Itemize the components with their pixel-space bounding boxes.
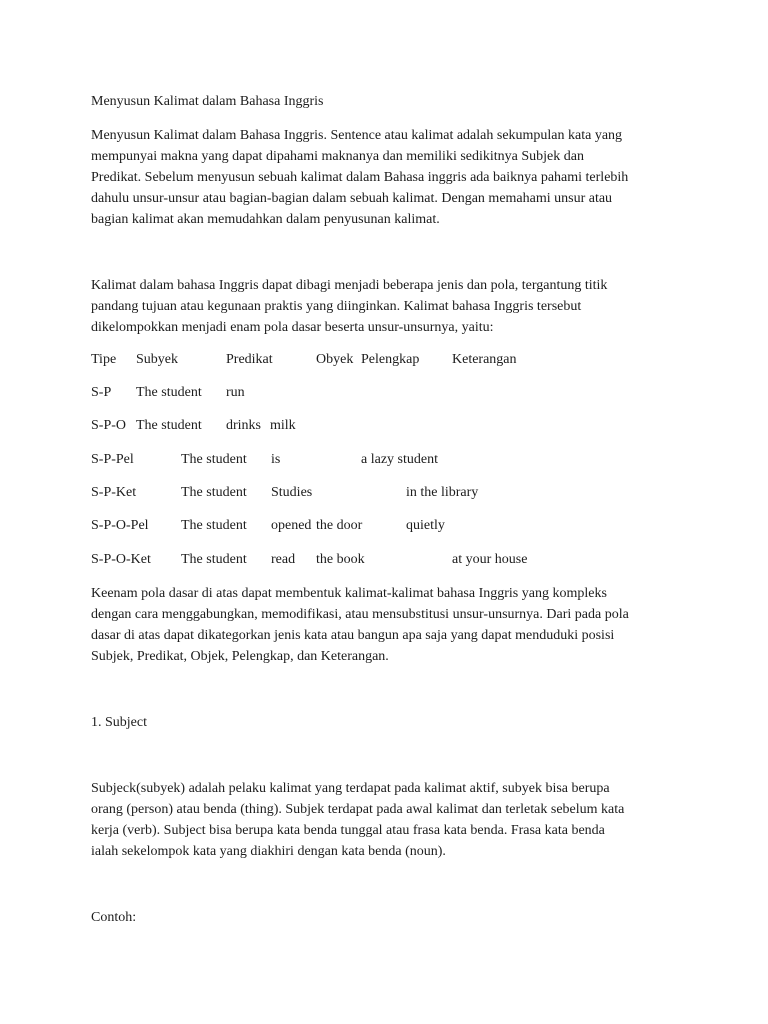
row-sppel-complement: a lazy student	[361, 452, 438, 467]
paragraph-1-line-3: Predikat. Sebelum menyusun sebuah kalimat dalam Bahasa inggris ada baiknya pahami terlebih	[91, 170, 629, 185]
paragraph-3-line-4: Subjek, Predikat, Objek, Pelengkap, dan Keterangan.	[91, 649, 389, 664]
row-spket-subject: The student	[181, 485, 247, 500]
contoh-label: Contoh:	[91, 910, 137, 925]
row-spo-type: S-P-O	[91, 418, 127, 433]
row-spopel-predicate: opened	[271, 518, 312, 533]
paragraph-4-line-2: orang (person) atau benda (thing). Subjek terdapat pada awal kalimat dan terletak sebelum kata	[91, 802, 625, 817]
paragraph-3-line-3: dasar di atas dapat dikategorkan jenis kata atau bangun apa saja yang dapat menduduki posisi	[91, 628, 615, 643]
header-pelengkap: Pelengkap	[361, 352, 420, 367]
row-spopel-subject: The student	[181, 518, 247, 533]
row-spoket-predicate: read	[271, 552, 296, 567]
header-tipe: Tipe	[91, 352, 117, 367]
paragraph-4-line-4: ialah sekelompok kata yang diakhiri dengan kata benda (noun).	[91, 844, 446, 859]
row-spoket-adverbial: at your house	[452, 552, 528, 567]
row-spket-predicate: Studies	[271, 485, 313, 500]
paragraph-2-line-1: Kalimat dalam bahasa Inggris dapat dibagi menjadi beberapa jenis dan pola, tergantung titik	[91, 278, 608, 293]
row-spopel-type: S-P-O-Pel	[91, 518, 149, 533]
row-sppel-type: S-P-Pel	[91, 452, 134, 467]
row-spo-subject: The student	[136, 418, 202, 433]
document-title: Menyusun Kalimat dalam Bahasa Inggris	[91, 94, 324, 109]
header-keterangan: Keterangan	[452, 352, 517, 367]
row-spoket-subject: The student	[181, 552, 247, 567]
row-sppel-predicate: is	[271, 452, 281, 467]
row-spoket-object: the book	[316, 552, 365, 567]
row-spopel-object: the door	[316, 518, 363, 533]
paragraph-2-line-2: pandang tujuan atau kegunaan praktis yang diinginkan. Kalimat bahasa Inggris tersebut	[91, 299, 582, 314]
row-spopel-complement: quietly	[406, 518, 445, 533]
header-predikat: Predikat	[226, 352, 273, 367]
header-subyek: Subyek	[136, 352, 178, 367]
paragraph-1-line-2: mempunyai makna yang dapat dipahami maknanya dan memiliki sedikitnya Subjek dan	[91, 149, 584, 164]
row-spoket-type: S-P-O-Ket	[91, 552, 151, 567]
row-spo-predicate: drinks	[226, 418, 261, 433]
row-spo-object: milk	[270, 418, 296, 433]
row-sp-subject: The student	[136, 385, 202, 400]
paragraph-3-line-2: dengan cara menggabungkan, memodifikasi, atau mensubstitusi unsur-unsurnya. Dari pada pola	[91, 607, 629, 622]
row-sppel-subject: The student	[181, 452, 247, 467]
row-spket-adverbial: in the library	[406, 485, 479, 500]
paragraph-4-line-1: Subjeck(subyek) adalah pelaku kalimat yang terdapat pada kalimat aktif, subyek bisa berupa	[91, 781, 610, 796]
row-sp-type: S-P	[91, 385, 112, 400]
paragraph-1-line-5: bagian kalimat akan memudahkan dalam penyusunan kalimat.	[91, 212, 440, 227]
paragraph-2-line-3: dikelompokkan menjadi enam pola dasar beserta unsur-unsurnya, yaitu:	[91, 320, 494, 335]
paragraph-4-line-3: kerja (verb). Subject bisa berupa kata benda tunggal atau frasa kata benda. Frasa kata benda	[91, 823, 605, 838]
header-obyek: Obyek	[316, 352, 354, 367]
paragraph-1-line-1: Menyusun Kalimat dalam Bahasa Inggris. Sentence atau kalimat adalah sekumpulan kata yang	[91, 128, 623, 143]
paragraph-3-line-1: Keenam pola dasar di atas dapat membentuk kalimat-kalimat bahasa Inggris yang kompleks	[91, 586, 607, 601]
paragraph-1-line-4: dahulu unsur-unsur atau bagian-bagian dalam sebuah kalimat. Dengan memahami unsur atau	[91, 191, 613, 206]
row-sp-predicate: run	[226, 385, 245, 400]
section-heading-subject: 1. Subject	[91, 715, 147, 730]
row-spket-type: S-P-Ket	[91, 485, 137, 500]
